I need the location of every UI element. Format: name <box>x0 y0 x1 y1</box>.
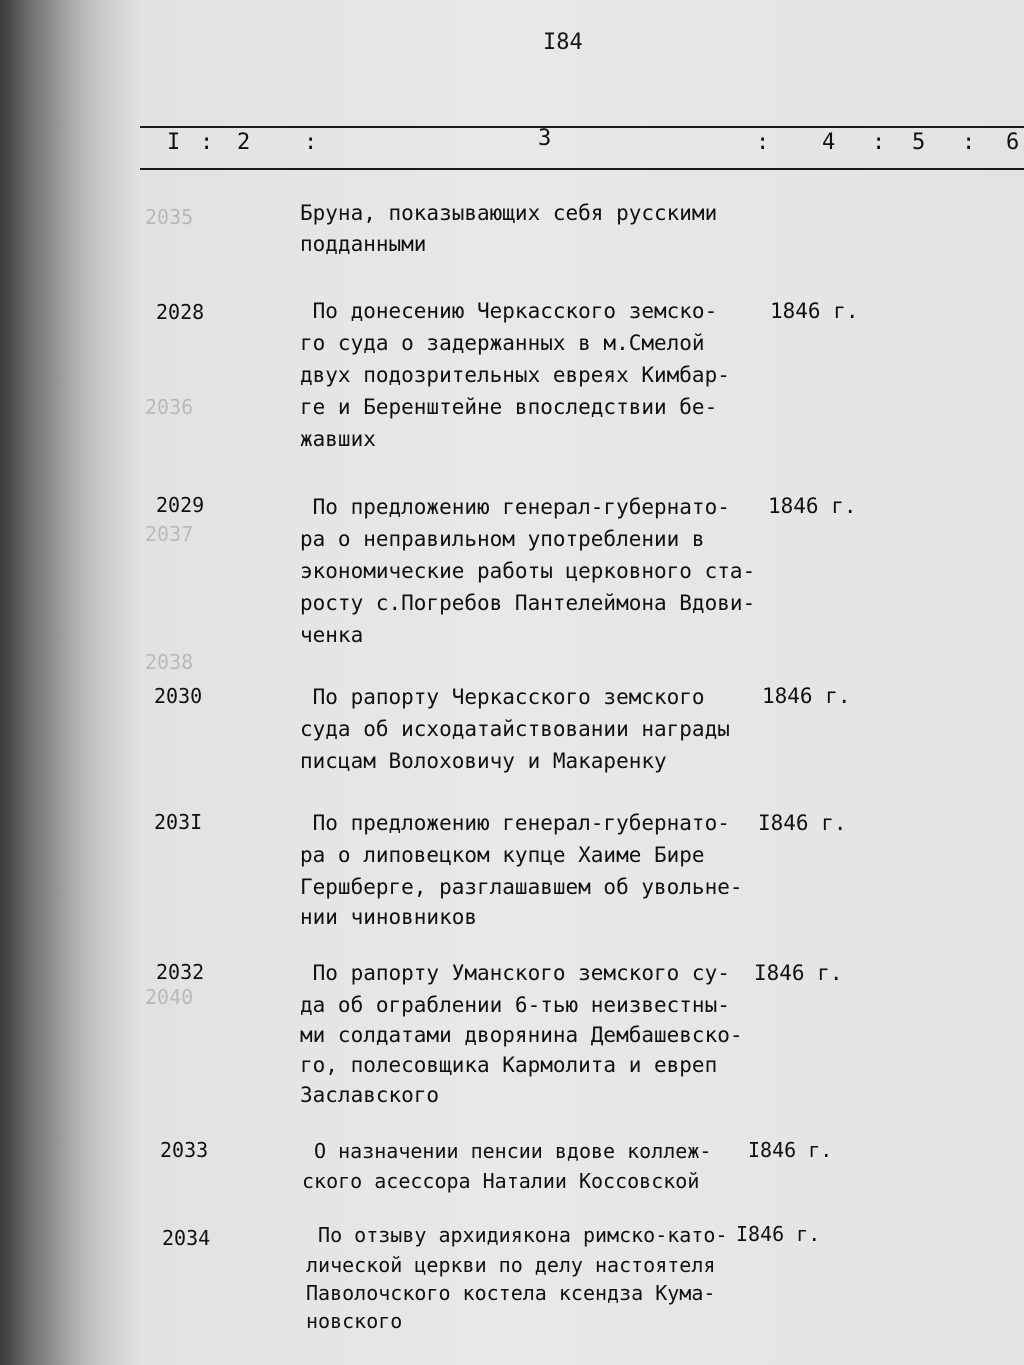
column-header-1: I <box>167 130 181 155</box>
entry-number: 203I <box>154 810 203 834</box>
entry-text-line: нии чиновников <box>300 905 478 929</box>
column-separator: : <box>872 130 886 155</box>
entry-number: 2034 <box>162 1226 211 1250</box>
entry-text-line: Гершберге, разглашавшем об увольне- <box>300 875 743 899</box>
column-separator: : <box>304 130 318 155</box>
bleed-through-text: 2036 <box>145 395 194 419</box>
entry-text-line: двух подозрительных евреях Кимбар- <box>300 363 730 387</box>
entry-text-line: По предложению генерал-губернато- <box>300 811 730 835</box>
column-header-6: 6 <box>1006 130 1020 155</box>
entry-number: 2030 <box>154 684 203 708</box>
column-separator: : <box>756 130 770 155</box>
entry-number: 2028 <box>156 300 205 324</box>
entry-text-line: го, полесовщика Кармолита и евреп <box>300 1053 718 1077</box>
continuation-line: подданными <box>300 232 427 256</box>
entry-year: I846 г. <box>748 1138 833 1162</box>
column-header-2: 2 <box>237 130 251 155</box>
column-header-4: 4 <box>822 130 836 155</box>
entry-year: 1846 г. <box>768 494 857 518</box>
header-rule-bottom <box>140 168 1024 170</box>
entry-number: 2029 <box>156 493 205 517</box>
entry-year: 1846 г. <box>770 299 859 323</box>
bleed-through-text: 2035 <box>145 205 194 229</box>
entry-year: I846 г. <box>758 811 847 835</box>
header-rule-top <box>140 126 1024 128</box>
entry-text-line: лической церкви по делу настоятеля <box>306 1253 716 1277</box>
entry-year: 1846 г. <box>762 684 851 708</box>
entry-text-line: По предложению генерал-губернато- <box>300 495 730 519</box>
column-separator: : <box>962 130 976 155</box>
column-separator: : <box>200 130 214 155</box>
continuation-line: Бруна, показывающих себя русскими <box>300 201 718 225</box>
entry-text-line: Заславского <box>300 1083 440 1107</box>
entry-year: I846 г. <box>754 961 843 985</box>
entry-text-line: новского <box>306 1309 403 1333</box>
entry-text-line: По рапорту Уманского земского су- <box>300 961 730 985</box>
bleed-through-text: 2040 <box>145 985 194 1009</box>
entry-text-line: ского асессора Наталии Коссовской <box>302 1169 700 1193</box>
entry-text-line: го суда о задержанных в м.Смелой <box>300 331 705 355</box>
entry-text-line: росту с.Погребов Пантелеймона Вдови- <box>300 591 756 615</box>
entry-text-line: писцам Волоховичу и Макаренку <box>300 749 667 773</box>
entry-text-line: экономические работы церковного ста- <box>300 559 756 583</box>
column-header-5: 5 <box>912 130 926 155</box>
book-binding-shadow <box>0 0 100 1365</box>
entry-text-line: По донесению Черкасского земско- <box>300 299 718 323</box>
entry-text-line: ченка <box>300 623 364 647</box>
entry-text-line: жавших <box>300 427 376 451</box>
entry-text-line: ге и Беренштейне впоследствии бе- <box>300 395 718 419</box>
column-header-3: 3 <box>538 126 552 151</box>
entry-text-line: да об ограблении 6-тью неизвестны- <box>300 993 730 1017</box>
entry-text-line: ми солдатами дворянина Дембашевско- <box>300 1023 743 1047</box>
bleed-through-text: 2038 <box>145 650 194 674</box>
column-header-row <box>0 126 1024 160</box>
entry-number: 2032 <box>156 960 205 984</box>
entry-text-line: О назначении пенсии вдове коллеж- <box>302 1139 712 1163</box>
entry-text-line: По отзыву архидиякона римско-като- <box>306 1223 728 1247</box>
entry-year: I846 г. <box>736 1222 821 1246</box>
bleed-through-text: 2037 <box>145 522 194 546</box>
entry-text-line: Паволочского костела ксендза Кума- <box>306 1281 716 1305</box>
entry-text-line: По рапорту Черкасского земского <box>300 685 705 709</box>
entry-text-line: суда об исходатайствовании награды <box>300 717 730 741</box>
entry-number: 2033 <box>160 1138 209 1162</box>
entry-text-line: ра о липовецком купце Хаиме Бире <box>300 843 705 867</box>
entry-text-line: ра о неправильном употреблении в <box>300 527 705 551</box>
page-number: I84 <box>543 30 583 55</box>
